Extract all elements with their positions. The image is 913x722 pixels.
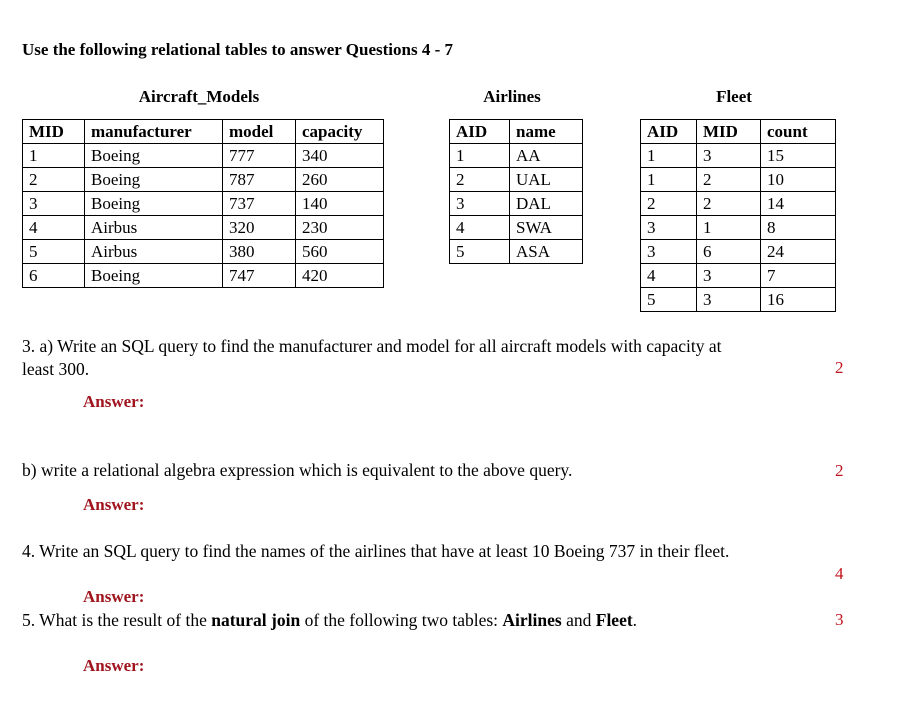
table-row <box>641 192 836 216</box>
table-cell: 7 <box>761 264 836 288</box>
column-header: manufacturer <box>85 120 223 144</box>
table-cell: 340 <box>296 144 384 168</box>
table-row <box>23 216 384 240</box>
table-row <box>641 240 836 264</box>
table-cell: 2 <box>641 192 697 216</box>
table-row <box>23 168 384 192</box>
column-header: AID <box>641 120 697 144</box>
table-cell: 1 <box>697 216 761 240</box>
question-4: 4. Write an SQL query to find the names of the airlines that have at least 10 Boeing 737 in their fleet. <box>22 541 730 561</box>
question-4-points: 4 <box>835 564 844 583</box>
table-cell: 320 <box>223 216 296 240</box>
table-row <box>641 216 836 240</box>
airlines-title: Airlines <box>483 87 541 106</box>
question-3a-points: 2 <box>835 358 844 377</box>
airlines-body <box>450 144 583 264</box>
answer-label-4: Answer: <box>83 587 145 606</box>
table-row <box>23 192 384 216</box>
table-row <box>450 168 583 192</box>
table-cell: 140 <box>296 192 384 216</box>
table-cell: Airbus <box>85 216 223 240</box>
table-cell: 380 <box>223 240 296 264</box>
table-cell: 2 <box>23 168 85 192</box>
aircraft-models-table <box>22 119 384 288</box>
column-header: name <box>510 120 583 144</box>
table-row <box>23 240 384 264</box>
table-cell: 6 <box>697 240 761 264</box>
question-5-points: 3 <box>835 610 844 629</box>
table-row <box>450 144 583 168</box>
table-cell: ASA <box>510 240 583 264</box>
table-row <box>450 240 583 264</box>
table-cell: 420 <box>296 264 384 288</box>
table-cell: 8 <box>761 216 836 240</box>
table-cell: 24 <box>761 240 836 264</box>
question-3a-line1: 3. a) Write an SQL query to find the manufacturer and model for all aircraft models with capacity at <box>22 336 722 356</box>
table-cell: 4 <box>23 216 85 240</box>
table-cell: Boeing <box>85 264 223 288</box>
question-5-natural-join: natural join <box>211 610 301 630</box>
table-cell: DAL <box>510 192 583 216</box>
airlines-table <box>449 119 583 264</box>
question-5-mid: of the following two tables: <box>300 610 503 630</box>
table-row <box>450 216 583 240</box>
fleet-table <box>640 119 836 312</box>
table-cell: Airbus <box>85 240 223 264</box>
table-cell: 6 <box>23 264 85 288</box>
table-cell: 5 <box>450 240 510 264</box>
table-row <box>450 192 583 216</box>
answer-label-5: Answer: <box>83 656 145 675</box>
table-cell: 16 <box>761 288 836 312</box>
table-cell: 777 <box>223 144 296 168</box>
table-cell: Boeing <box>85 144 223 168</box>
table-cell: UAL <box>510 168 583 192</box>
column-header: capacity <box>296 120 384 144</box>
table-cell: Boeing <box>85 168 223 192</box>
table-cell: 1 <box>641 144 697 168</box>
table-row <box>23 144 384 168</box>
question-5-and: and <box>561 610 596 630</box>
table-cell: 1 <box>641 168 697 192</box>
table-cell: 5 <box>641 288 697 312</box>
column-header: AID <box>450 120 510 144</box>
table-row <box>641 168 836 192</box>
table-header-row <box>23 120 384 144</box>
table-cell: 1 <box>450 144 510 168</box>
table-cell: 3 <box>641 240 697 264</box>
table-cell: 14 <box>761 192 836 216</box>
table-cell: 4 <box>450 216 510 240</box>
table-cell: 560 <box>296 240 384 264</box>
table-cell: 2 <box>450 168 510 192</box>
table-cell: 260 <box>296 168 384 192</box>
table-cell: 747 <box>223 264 296 288</box>
page-heading: Use the following relational tables to answer Questions 4 - 7 <box>22 40 453 59</box>
table-cell: 3 <box>697 288 761 312</box>
column-header: model <box>223 120 296 144</box>
table-cell: 10 <box>761 168 836 192</box>
aircraft-models-title: Aircraft_Models <box>138 87 260 106</box>
table-cell: AA <box>510 144 583 168</box>
aircraft-models-body <box>23 144 384 288</box>
table-cell: 230 <box>296 216 384 240</box>
fleet-title: Fleet <box>716 87 752 106</box>
table-header-row <box>450 120 583 144</box>
question-3b-points: 2 <box>835 461 844 480</box>
question-5-prefix: 5. What is the result of the <box>22 610 212 630</box>
table-cell: 737 <box>223 192 296 216</box>
table-cell: 2 <box>697 168 761 192</box>
table-cell: Boeing <box>85 192 223 216</box>
table-header-row <box>641 120 836 144</box>
question-5-airlines: Airlines <box>502 610 562 630</box>
table-row <box>641 288 836 312</box>
table-row <box>23 264 384 288</box>
column-header: MID <box>697 120 761 144</box>
table-cell: 1 <box>23 144 85 168</box>
fleet-body <box>641 144 836 312</box>
question-5-fleet: Fleet <box>595 610 633 630</box>
table-cell: 3 <box>697 144 761 168</box>
table-cell: 3 <box>23 192 85 216</box>
table-cell: 3 <box>697 264 761 288</box>
question-5-end: . <box>632 610 638 630</box>
answer-label-3a: Answer: <box>83 392 145 411</box>
column-header: MID <box>23 120 85 144</box>
question-3a-line2: least 300. <box>22 359 90 379</box>
table-cell: 3 <box>641 216 697 240</box>
table-cell: 2 <box>697 192 761 216</box>
table-row <box>641 264 836 288</box>
question-3b: b) write a relational algebra expression which is equivalent to the above query. <box>22 460 573 480</box>
table-cell: 4 <box>641 264 697 288</box>
table-cell: 3 <box>450 192 510 216</box>
column-header: count <box>761 120 836 144</box>
table-cell: 787 <box>223 168 296 192</box>
answer-label-3b: Answer: <box>83 495 145 514</box>
question-5 <box>22 609 637 632</box>
table-cell: SWA <box>510 216 583 240</box>
table-row <box>641 144 836 168</box>
table-cell: 5 <box>23 240 85 264</box>
table-cell: 15 <box>761 144 836 168</box>
